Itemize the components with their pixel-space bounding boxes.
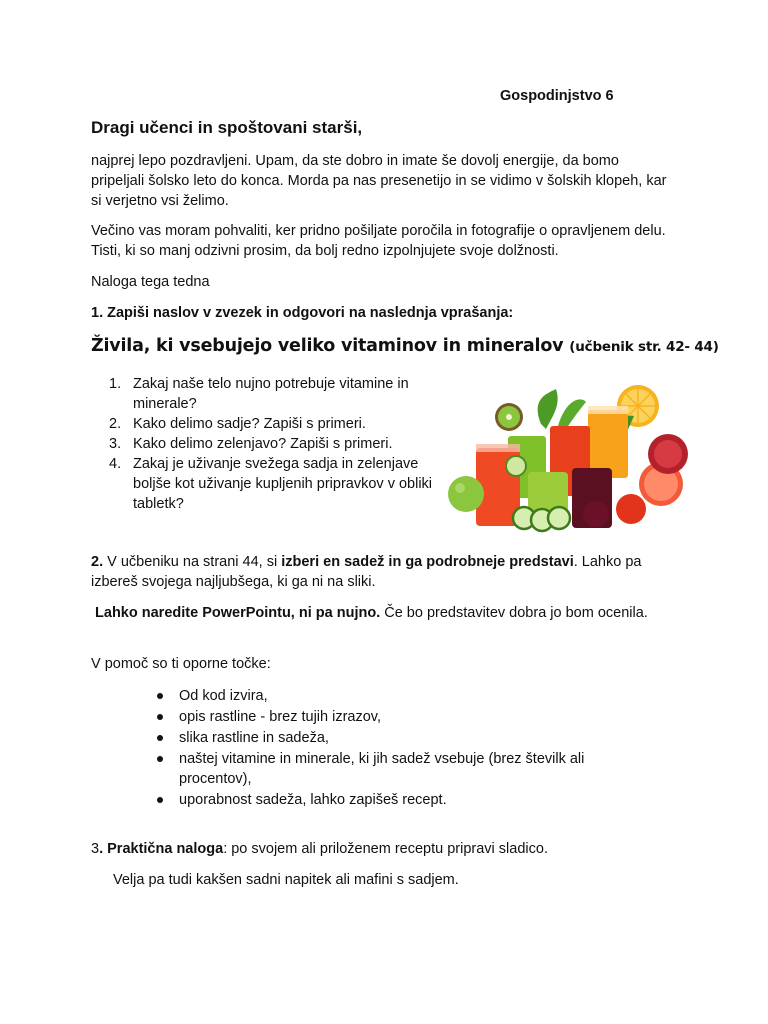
task3-text-rest: : po svojem ali priloženem receptu pripravi sladico. — [223, 841, 548, 857]
bullet-list — [155, 686, 625, 811]
list-item — [91, 454, 436, 514]
powerpoint-note-bold: Lahko naredite PowerPointu, ni pa nujno. — [95, 605, 381, 621]
powerpoint-note-rest: Če bo predstavitev dobra jo bom ocenila. — [380, 605, 648, 621]
textbook-reference: (učbenik str. 42- 44) — [569, 339, 719, 355]
list-item-number: 4. — [109, 456, 122, 472]
task2-text-post: . Lahko pa izbereš svojega najljubšega, ki ga ni na sliki. — [91, 554, 642, 590]
task2-number: 2. — [91, 554, 104, 570]
intro-paragraph: najprej lepo pozdravljeni. Upam, da ste dobro in imate še dovolj energije, da bomo pripeljali šolsko leto do konca. Morda pa nas presenetijo in se vidimo v šolskih klopeh, kar si verjetno vsi želimo. — [91, 153, 667, 209]
list-item — [91, 434, 436, 454]
list-item-number: 3. — [109, 436, 122, 452]
weekly-task-label: Naloga tega tedna — [91, 274, 210, 290]
task3-text-bold: . Praktična naloga — [99, 841, 224, 857]
list-item-text: Kako delimo sadje? Zapiši s primeri. — [133, 416, 366, 432]
subject-header: Gospodinjstvo 6 — [500, 88, 614, 104]
task1-heading: 1. Zapiši naslov v zvezek in odgovori na naslednja vprašanja: — [91, 305, 514, 321]
task2-text-pre: V učbeniku na strani 44, si — [103, 554, 282, 570]
list-item — [91, 374, 436, 414]
list-item-number: 1. — [109, 376, 122, 392]
list-item-text: Zakaj je uživanje svežega sadja in zelenjave boljše kot uživanje kupljenih pripravkov v obliki tabletk? — [133, 456, 433, 512]
juices-photo — [446, 384, 696, 540]
task2-paragraph — [91, 552, 676, 592]
praise-paragraph: Večino vas moram pohvaliti, ker pridno pošiljate poročila in fotografije o opravljenem delu. Tisti, ki so manj odzivni prosim, da bolj redno izpolnjujete svoje dolžnosti. — [91, 223, 666, 259]
task3-paragraph — [91, 839, 676, 859]
list-item: uporabnost sadeža, lahko zapišeš recept. — [155, 790, 625, 810]
section-title — [91, 336, 719, 357]
task2-text-bold: izberi en sadež in ga podrobneje predstavi — [281, 554, 574, 570]
list-item-text: Zakaj naše telo nujno potrebuje vitamine in minerale? — [133, 376, 409, 412]
help-intro: V pomoč so ti oporne točke: — [91, 656, 271, 672]
powerpoint-note — [91, 603, 676, 623]
task3-number: 3 — [91, 841, 100, 857]
list-item-number: 2. — [109, 416, 122, 432]
list-item-text: Kako delimo zelenjavo? Zapiši s primeri. — [133, 436, 393, 452]
greeting-heading: Dragi učenci in spoštovani starši, — [91, 118, 363, 137]
list-item — [91, 414, 436, 434]
task3-extra: Velja pa tudi kakšen sadni napitek ali mafini s sadjem. — [113, 872, 459, 888]
list-item: Od kod izvira, — [155, 686, 625, 706]
list-item: naštej vitamine in minerale, ki jih sadež vsebuje (brez številk ali procentov), — [155, 749, 625, 789]
list-item: opis rastline - brez tujih izrazov, — [155, 707, 625, 727]
question-list — [91, 374, 436, 514]
section-title-text: Živila, ki vsebujejo veliko vitaminov in mineralov — [91, 336, 564, 356]
list-item: slika rastline in sadeža, — [155, 728, 625, 748]
